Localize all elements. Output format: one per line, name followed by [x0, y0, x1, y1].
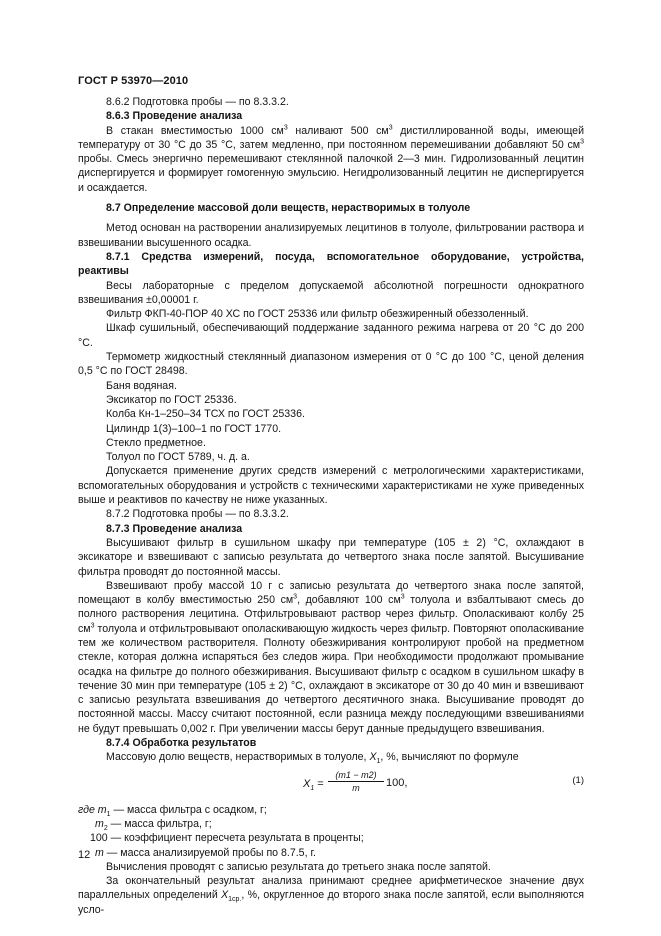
paragraph: Стекло предметное.	[106, 436, 206, 449]
section-heading: 8.7.3 Проведение анализа	[106, 522, 243, 535]
formula-denominator: m	[352, 782, 360, 793]
paragraph: Допускается применение других средств измерений с метрологическими характеристиками, вспомогательных оборудования и устройств с техническими характеристиками не хуже приведенных выше и реактивов по качеству не ниже указанных.	[78, 465, 584, 507]
legend-item: m — масса анализируемой пробы по 8.7.5, г.	[95, 846, 316, 859]
section-heading: 8.6.3 Проведение анализа	[106, 110, 243, 123]
page-number: 12	[78, 849, 91, 861]
paragraph: 8.6.2 Подготовка пробы — по 8.3.3.2.	[106, 96, 289, 108]
formula-lhs: $X_1$ =	[303, 777, 324, 792]
formula-numerator: (m1 − m2)	[328, 769, 384, 782]
formula-rest: 100,	[386, 776, 408, 789]
legend-item: $m_2$ — масса фильтра, г;	[95, 817, 212, 833]
formula-number: (1)	[572, 774, 584, 786]
paragraph: Термометр жидкостный стеклянный диапазоном измерения от 0 °С до 100 °С, ценой деления 0,5 °С по ГОСТ 28498.	[78, 351, 584, 378]
paragraph: Колба Кн-1–250–34 ТСХ по ГОСТ 25336.	[106, 408, 305, 421]
paragraph: Метод основан на растворении анализируемых лецитинов в толуоле, фильтровании раствора и взвешивании высушенного осадка.	[78, 222, 584, 249]
paragraph: В стакан вместимостью 1000 $см^3$ наливают 500 $см^3$ дистиллированной воды, имеющей температуру от 30 °С до 35 °С, затем медленно, при постоянном перемешивании добавляют 50 $см^3$ пробы. Смесь энергично перемешивают стеклянной палочкой 2—3 мин. Гидролизованный лецитин диспергируется и формирует гомогенную эмульсию. Негидролизованный лецитин не диспергируется и осаждается.	[78, 124, 584, 194]
section-heading: 8.7 Определение массовой доли веществ, нерастворимых в толуоле	[106, 202, 471, 215]
formula-1	[78, 767, 584, 803]
paragraph: Весы лабораторные с пределом допускаемой абсолютной погрешности однократного взвешивания ±0,00001 г.	[78, 279, 584, 306]
formula-legend	[78, 803, 584, 860]
paragraph: За окончательный результат анализа принимают среднее арифметическое значение двух параллельных определений $X_{1ср.}$, %, округленное до второго знака после запятой, если выполняются усло-	[78, 875, 584, 916]
legend-item: где $m_1$ — масса фильтра с осадком, г;	[78, 803, 267, 818]
paragraph: Фильтр ФКП-40-ПОР 40 ХС по ГОСТ 25336 или фильтр обезжиренный обеззоленный.	[106, 308, 529, 321]
paragraph: Взвешивают пробу массой 10 г с записью результата до четвертого знака после запятой, помещают в колбу вместимостью 250 $см^3$, добавляют 100 $см^3$ толуола и взбалтывают смесь до полного растворения лецитина. Отфильтровывают раствор через фильтр. Ополаскивают колбу 25 $см^3$ толуола и отфильтровывают ополаскивающую жидкость через фильтр. Повторяют ополаскивание тем же количеством растворителя. Полноту обезжиривания контролируют пробой на предметном стекле, которая должна испаряться без следов жира. При необходимости продолжают промывание осадка на фильтре до полного обезжиривания. Высушивают фильтр с осадком в сушильном шкафу в течение 30 мин при температуре (105 ± 2) °С, охлаждают в эксикаторе от 30 до 40 мин и взвешивают с записью результата взвешивания до четвертого десятичного знака. Высушивание проводят до постоянной массы. Массу считают постоянной, если разница между последующими взвешиваниями не будут превышать 0,002 г. При увеличении массы берут данные предыдущего взвешивания.	[78, 579, 584, 735]
paragraph: Толуол по ГОСТ 5789, ч. д. а.	[106, 451, 250, 464]
section-heading: 8.7.4 Обработка результатов	[106, 737, 257, 750]
formula-fraction	[328, 769, 384, 794]
paragraph: Массовую долю веществ, нерастворимых в толуоле, $X_1$, %, вычисляют по формуле	[106, 751, 519, 766]
section-heading: 8.7.1 Средства измерений, посуда, вспомогательное оборудование, устройства, реактивы	[78, 250, 584, 278]
paragraph: Высушивают фильтр в сушильном шкафу при температуре (105 ± 2) °С, охлаждают в эксикаторе и взвешивают с записью результата до четвертого знака после запятой. Высушивание фильтра проводят до постоянной массы.	[78, 536, 584, 578]
legend-item: 100 — коэффициент пересчета результата в проценты;	[90, 832, 364, 845]
paragraph: Баня водяная.	[106, 379, 177, 392]
document-body	[78, 95, 584, 917]
paragraph: Эксикатор по ГОСТ 25336.	[106, 393, 237, 406]
document-header: ГОСТ Р 53970—2010	[78, 75, 189, 87]
paragraph: Цилиндр 1(3)–100–1 по ГОСТ 1770.	[106, 422, 282, 435]
paragraph: Шкаф сушильный, обеспечивающий поддержание заданного режима нагрева от 20 °С до 200 °С.	[78, 322, 584, 349]
paragraph: 8.7.2 Подготовка пробы — по 8.3.3.2.	[106, 508, 289, 521]
paragraph: Вычисления проводят с записью результата до третьего знака после запятой.	[106, 860, 491, 873]
